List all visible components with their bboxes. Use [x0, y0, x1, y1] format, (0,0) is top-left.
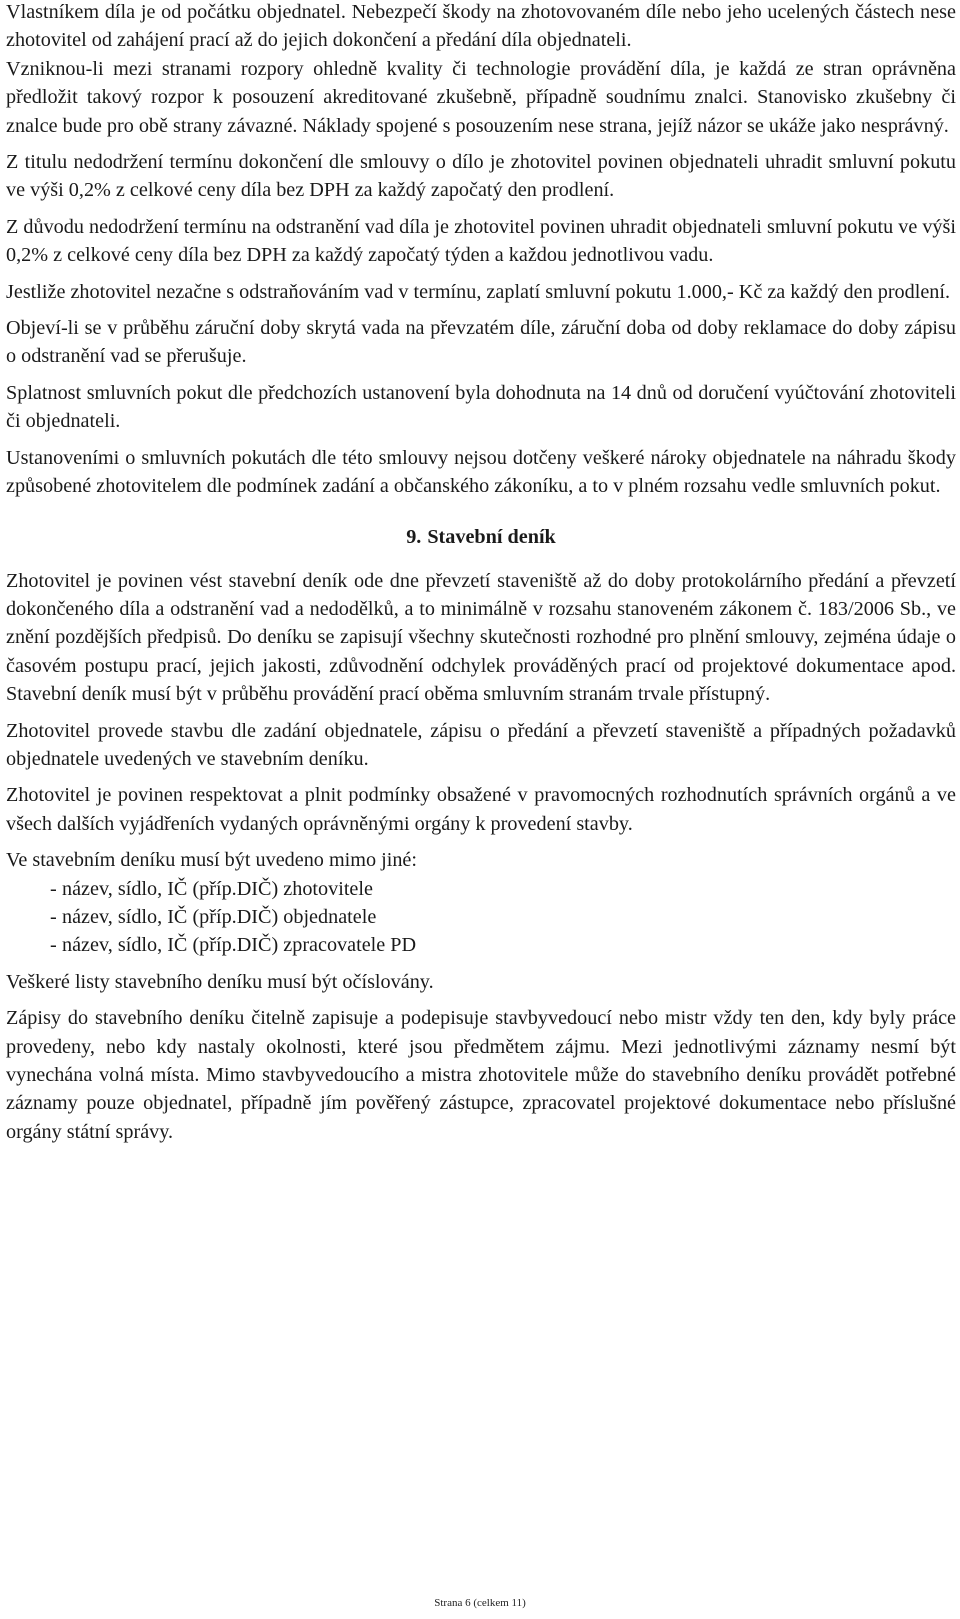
paragraph-penalty-completion: Z titulu nedodržení termínu dokončení dle smlouvy o dílo je zhotovitel povinen objednateli uhradit smluvní pokutu ve výši 0,2% z celkové ceny díla bez DPH za každý započatý den prodlení. [6, 151, 956, 202]
paragraph-authority-conditions: Zhotovitel je povinen respektovat a plnit podmínky obsažené v pravomocných rozhodnutích správních orgánů a ve všech dalších vyjádřeních vydaných oprávněnými orgány k provedení stavby. [6, 784, 956, 835]
paragraph-warranty-interruption: Objeví-li se v průběhu záruční doby skrytá vada na převzatém díle, záruční doba od doby reklamace do doby zápisu o odstranění vad se přerušuje. [6, 317, 956, 368]
page-footer: Strana 6 (celkem 11) [434, 1597, 526, 1609]
section-title: Stavební deník [427, 525, 556, 548]
paragraph-construction-basis: Zhotovitel provede stavbu dle zadání objednatele, zápisu o předání a převzetí staveniště a případných požadavků objednatele uvedených ve stavebním deníku. [6, 719, 956, 770]
paragraph-damage-claims: Ustanoveními o smluvních pokutách dle této smlouvy nejsou dotčeny veškeré nároky objednatele na náhradu škody způsobené zhotovitelem dle podmínek zadání a občanského zákoníku, a to v plném rozsahu vedle smluvních pokut. [6, 446, 956, 498]
paragraph-penalty-defects: Z důvodu nedodržení termínu na odstranění vad díla je zhotovitel povinen uhradit objednateli smluvní pokutu ve výši 0,2% z celkové ceny díla bez DPH za každý započatý týden a každou jednotlivou vadu. [6, 215, 956, 267]
paragraph-ownership: Vlastníkem díla je od počátku objednatel. Nebezpečí škody na zhotovovaném díle nebo jeho ucelených částech nese zhotovitel od zahájení prací až do jejich dokončení a předání díla objednateli. [6, 1, 956, 52]
list-item: název, sídlo, IČ (příp.DIČ) zpracovatele PD [62, 934, 417, 957]
paragraph-penalty-due-date: Splatnost smluvních pokut dle předchozích ustanovení byla dohodnuta na 14 dnů od doručení vyúčtování zhotoviteli či objednateli. [6, 381, 956, 433]
paragraph-diary-entries: Zápisy do stavebního deníku čitelně zapisuje a podepisuje stavbyvedoucí nebo mistr vždy ten den, kdy byly práce provedeny, nebo kdy nastaly okolnosti, které jsou předmětem zájmu. Mezi jednotlivými záznamy nesmí být vynechána volná místa. Mimo stavbyvedoucího a mistra zhotovitele může do stavebního deníku provádět potřebné záznamy pouze objednatel, případně jím pověřený zástupce, zpracovatel projektové dokumentace nebo příslušné orgány státní správy. [6, 1007, 956, 1143]
paragraph-penalty-start: Jestliže zhotovitel nezačne s odstraňováním vad v termínu, zaplatí smluvní pokutu 1.000,- Kč za každý den prodlení. [6, 280, 951, 303]
list-item: název, sídlo, IČ (příp.DIČ) objednatele [62, 905, 377, 928]
list-item: název, sídlo, IČ (příp.DIČ) zhotovitele [62, 877, 373, 900]
paragraph-page-numbering: Veškeré listy stavebního deníku musí být očíslovány. [6, 970, 434, 993]
list-intro: Ve stavebním deníku musí být uvedeno mimo jiné: [6, 849, 417, 872]
diary-required-items-list [6, 875, 956, 960]
section-number: 9. [406, 525, 422, 548]
document-page [6, 0, 956, 1146]
section-heading [6, 523, 956, 551]
paragraph-quality-disputes: Vzniknou-li mezi stranami rozpory ohledně kvality či technologie provádění díla, je každá ze stran oprávněna předložit takový rozpor k posouzení akreditované zkušebně, případně soudnímu znalci. Stanovisko zkušebny či znalce bude pro obě strany závazné. Náklady spojené s posouzením nese strana, jejíž názor se ukáže jako nesprávný. [6, 57, 956, 137]
paragraph-site-diary-duty: Zhotovitel je povinen vést stavební deník ode dne převzetí staveniště až do doby protokolárního předání a převzetí dokončeného díla a odstranění vad a nedodělků, a to minimálně v rozsahu stanoveném zákonem č. 183/2006 Sb., ve znění pozdějších předpisů. Do deníku se zapisují všechny skutečnosti rozhodné pro plnění smlouvy, zejména údaje o časovém postupu prací, jejich jakosti, zdůvodnění odchylek prováděných prací od projektové dokumentace apod. Stavební deník musí být v průběhu provádění prací oběma smluvním stranám trvale přístupný. [6, 569, 956, 706]
